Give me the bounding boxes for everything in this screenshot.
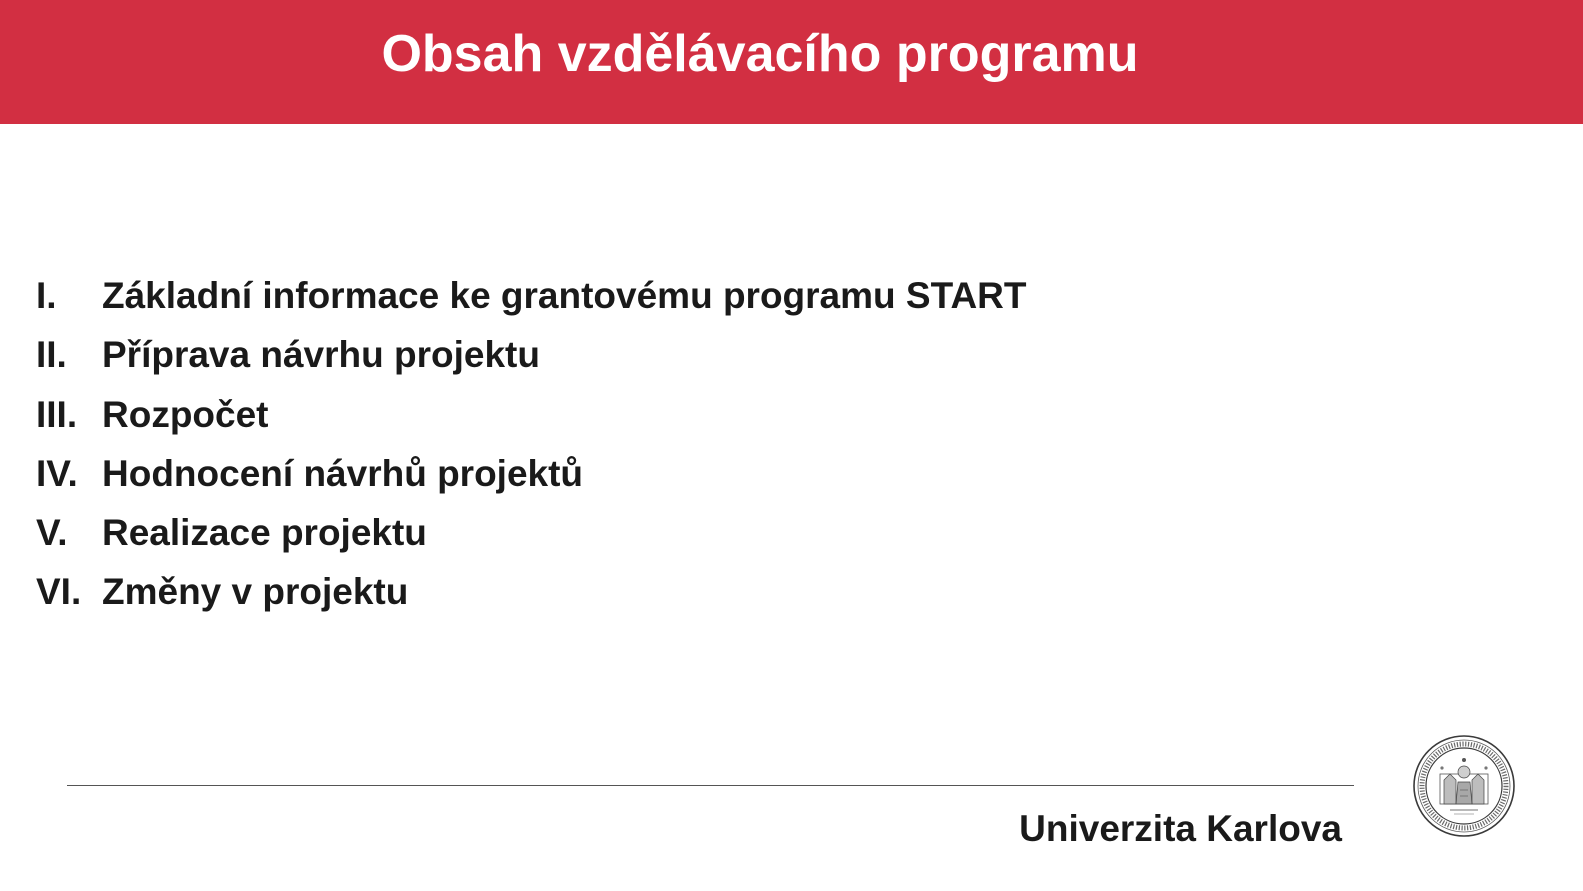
agenda-item	[36, 385, 1027, 444]
agenda-item-number: III.	[36, 393, 78, 435]
institution-name: Univerzita Karlova	[1019, 808, 1342, 849]
agenda-item	[36, 266, 1027, 325]
agenda-item-text: Změny v projektu	[102, 571, 409, 613]
agenda-item	[36, 503, 1027, 562]
footer-divider	[67, 785, 1354, 786]
agenda-item-number: II.	[36, 334, 67, 376]
agenda-list	[36, 266, 1027, 622]
university-seal-icon	[1410, 734, 1518, 838]
agenda-item	[36, 444, 1027, 503]
agenda-item	[36, 325, 1027, 384]
agenda-item-text: Rozpočet	[102, 393, 269, 435]
slide-title: Obsah vzdělávacího programu	[381, 25, 1139, 83]
agenda-item-number: V.	[36, 512, 68, 554]
agenda-item-number: IV.	[36, 452, 78, 494]
agenda-item-number: I.	[36, 275, 57, 316]
header-band	[0, 0, 1583, 124]
agenda-item-text: Hodnocení návrhů projektů	[102, 452, 584, 494]
agenda-item-number: VI.	[36, 571, 82, 613]
agenda-item	[36, 562, 1027, 621]
agenda-item-text: Základní informace ke grantovému programu START	[102, 275, 1027, 316]
agenda-item-text: Realizace projektu	[102, 512, 427, 554]
agenda-item-text: Příprava návrhu projektu	[102, 334, 540, 376]
